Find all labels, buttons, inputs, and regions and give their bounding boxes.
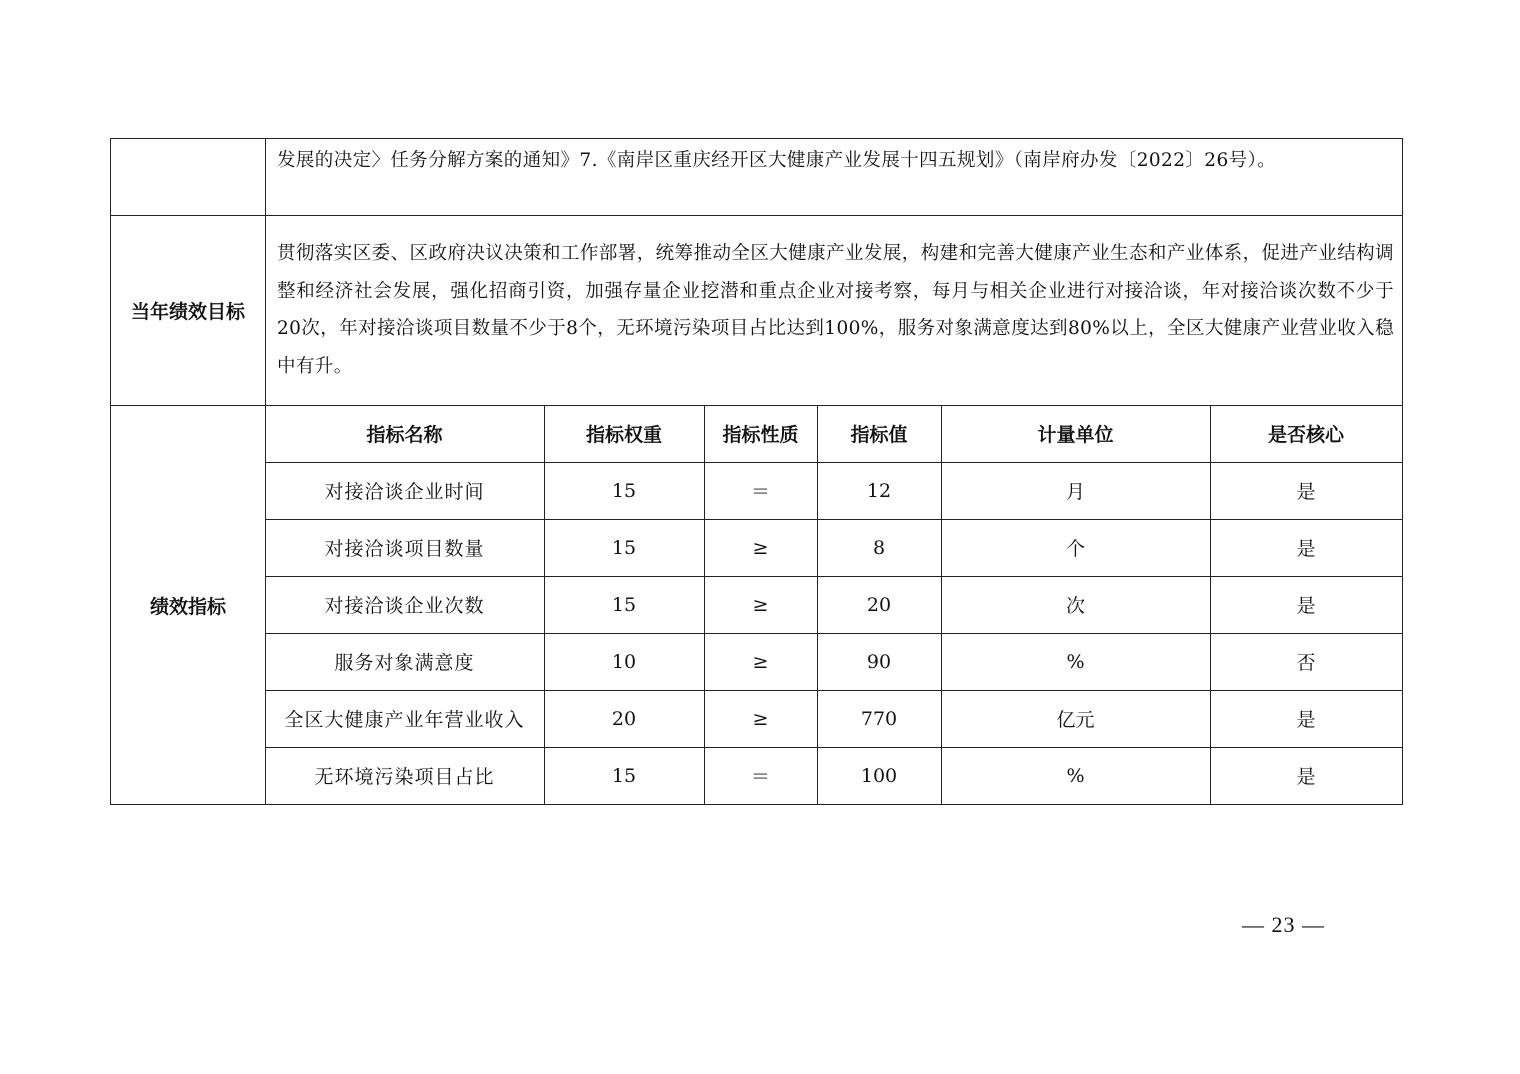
indicator-core: 是 [1296, 709, 1316, 731]
indicator-nature: ＝ [750, 766, 770, 788]
indicator-weight: 15 [611, 479, 637, 502]
indicator-value: 770 [860, 707, 898, 730]
indicator-core: 是 [1296, 538, 1316, 560]
indicator-unit: 月 [1065, 481, 1085, 503]
indicator-core: 是 [1296, 595, 1316, 617]
page-number: — 23 — [1242, 912, 1325, 937]
header-indicator-unit: 计量单位 [1037, 424, 1114, 446]
indicator-name: 全区大健康产业年营业收入 [284, 709, 525, 731]
indicator-core: 否 [1296, 652, 1316, 674]
indicator-weight: 15 [611, 536, 637, 559]
indicator-weight: 15 [611, 764, 637, 787]
indicator-value: 12 [866, 479, 892, 502]
goal-text: 贯彻落实区委、区政府决议决策和工作部署，统筹推动全区大健康产业发展，构建和完善大健康产业生态和产业体系，促进产业结构调整和经济社会发展，强化招商引资，加强存量企业挖潜和重点企业对接考察，每月与相关企业进行对接洽谈，年对接洽谈次数不少于20次，年对接洽谈项目数量不少于8个，无环境污染项目占比达到100%，服务对象满意度达到80%以上，全区大健康产业营业收入稳中有升。 [277, 243, 1394, 377]
top-row-text: 发展的决定〉任务分解方案的通知》7.《南岸区重庆经开区大健康产业发展十四五规划》（南岸府办发〔2022〕26号）。 [277, 150, 1277, 171]
indicator-nature: ≥ [752, 707, 769, 730]
indicator-unit: % [1066, 764, 1085, 787]
indicators-label: 绩效指标 [149, 595, 226, 618]
indicator-value: 20 [866, 593, 892, 616]
indicator-unit: 亿元 [1056, 709, 1095, 731]
indicator-unit: 次 [1065, 595, 1085, 617]
header-indicator-weight: 指标权重 [585, 424, 662, 446]
header-indicator-name: 指标名称 [366, 424, 443, 446]
header-indicator-value: 指标值 [850, 424, 908, 446]
indicator-weight: 20 [611, 707, 637, 730]
indicator-nature: ＝ [750, 481, 770, 503]
header-indicator-nature: 指标性质 [722, 424, 799, 446]
header-indicator-core: 是否核心 [1267, 424, 1344, 446]
indicator-value: 8 [872, 536, 886, 559]
indicator-name: 对接洽谈企业次数 [324, 595, 485, 617]
indicator-name: 服务对象满意度 [334, 652, 475, 674]
indicator-value: 90 [866, 650, 892, 673]
indicator-core: 是 [1296, 766, 1316, 788]
indicator-name: 无环境污染项目占比 [314, 766, 495, 788]
indicator-weight: 10 [611, 650, 637, 673]
indicator-unit: % [1066, 650, 1085, 673]
indicator-core: 是 [1296, 481, 1316, 503]
indicator-nature: ≥ [752, 593, 769, 616]
indicator-unit: 个 [1065, 538, 1085, 560]
indicator-value: 100 [860, 764, 898, 787]
goal-label: 当年绩效目标 [130, 300, 245, 323]
performance-table [110, 138, 1403, 805]
indicator-weight: 15 [611, 593, 637, 616]
indicator-nature: ≥ [752, 536, 769, 559]
indicator-name: 对接洽谈项目数量 [324, 538, 485, 560]
row-divider [111, 215, 1402, 216]
indicator-name: 对接洽谈企业时间 [324, 481, 485, 503]
indicator-nature: ≥ [752, 650, 769, 673]
